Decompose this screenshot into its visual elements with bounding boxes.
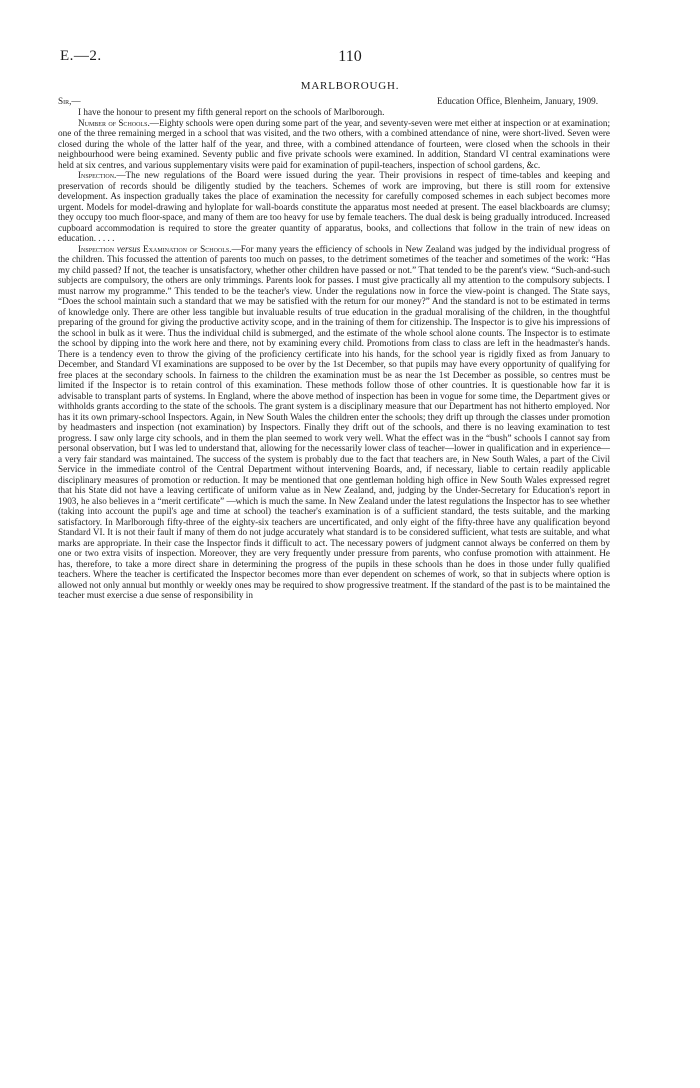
page-number: 110 xyxy=(338,48,362,65)
salutation-line xyxy=(58,96,610,107)
paragraph-text: —For many years the efficiency of schools in New Zealand was judged by the individual progress of the children. This focussed the attention of parents too much on passes, to the detriment sometimes of the teacher and sometimes of the work: “Has my child passed? If not, the teacher is unsatisfactory, whether other children have passed or not.” That tended to be the parent's view. “Such-and-such subjects are compulsory, the others are only trimmings. Parents look for passes. I must give practically all my attention to the compulsory subjects. I must narrow my programme.” This tended to be the teacher's view. Under the regulations now in force the view-point is changed. The State says, “Does the school maintain such a standard that we may be satisfied with the return for our money?” And the standard is not to be estimated in terms of knowledge only. There are other less tangible but invaluable results of true education in the gradual moralising of the children, in the thoughtful preparing of the ground for giving the productive activity scope, and in the training of them for citizenship. The Inspector is to give his impressions of the school in bulk as it were. Thus the individual child is submerged, and the estimate of the whole school alone counts. The Inspector is to estimate the school by dipping into the work here and there, not by examining every child. Promotions from class to class are left in the headmaster's hands. There is a tendency even to throw the giving of the proficiency certificate into his hands, for the school year is rigidly fixed as from January to December, and Standard VI examinations are supposed to be over by the 1st December, so that pupils may have every opportunity of qualifying for free places at the secondary schools. In fairness to the children the examination must be as near the 1st December as possible, so centres must be limited if the Inspector is to retain control of this examination. These methods follow those of other countries. It is questionable how far it is advisable to transplant parts of systems. In England, where the above method of inspection has been in vogue for some time, the Department gives or withholds grants according to the state of the schools. The grant system is a disciplinary measure that our Department has not hitherto employed. Nor has it its own primary-school Inspectors. Again, in New South Wales the children enter the schools; they drift up through the classes under promotion by headmasters and inspection (not examination) by Inspectors. Finally they drift out of the schools, and there is no leaving examination to test progress. I saw only large city schools, and in them the plan seemed to work very well. What the effect was in the “bush” schools I cannot say from personal observation, but I was led to understand that, allowing for the necessarily lower class of teacher—lower in qualification and in experience—a very fair standard was maintained. The success of the system is probably due to the fact that teachers are, in New South Wales, a part of the Civil Service in the immediate control of the Central Department without intervening Boards, and, if necessary, liable to certain readily applicable disciplinary measures of promotion or reduction. It may be mentioned that one gentleman holding high office in New South Wales expressed regret that his State did not have a leaving certificate of uniform value as in New Zealand, and, judging by the Under-Secretary for Education's report in 1903, he also believes in a “merit certificate” —which is much the same. In New Zealand under the latest regulations the Inspector has to see whether (taking into account the pupil's age and time at school) the teacher's examination is of a sufficient standard, the tests suitable, and the marking satisfactory. In Marlborough fifty-three of the eighty-six teachers are uncertificated, and only eight of the fifty-three have any qualification beyond Standard VI. It is not their fault if many of them do not judge accurately what standard is to be considered sufficient, what tests are suitable, and what marks are appropriate. In their case the Inspector finds it difficult to act. The necessary powers of judgment cannot always be conferred on them by one or two extra visits of inspection. Moreover, they are very frequently under pressure from parents, who confuse promotion with attainment. He has, therefore, to take a more direct share in determining the progress of the pupils in these schools than he does in those under fully qualified teachers. Where the teacher is certificated the Inspector becomes more than ever dependent on schemes of work, so that in subjects where option is allowed not only annual but monthly or weekly ones may be required to show progressive treatment. If the standard of the past is to be maintained the teacher must exercise a due sense of responsibility in xyxy=(58,243,611,600)
salutation: Sir,— xyxy=(58,96,81,106)
paragraph-text: —Eighty schools were open during some part of the year, and seventy-seven were met either at inspection or at examination; one of the three remaining merged in a school that was visited, and the two others, with a combined attendance of nine, were short-lived. Seven were closed during the whole of the latter half of the year, and three, with a combined attendance of fourteen, were closed when the schools in their neighbourhood were being examined. Seventy public and five private schools were examined. In addition, Standard VI central examinations were held at six centres, and various supplementary visits were paid for examination of pupil-teachers, inspection of school gardens, &c. xyxy=(58,117,610,170)
paragraph-number-of-schools xyxy=(58,118,610,171)
paragraph-heading: Inspection. xyxy=(78,170,117,180)
report-body xyxy=(58,96,610,601)
report-reference: E.—2. xyxy=(60,48,102,64)
paragraph-heading-versus: versus xyxy=(116,243,141,254)
intro-paragraph: I have the honour to present my fifth general report on the schools of Marlborough. xyxy=(78,107,385,117)
section-title: MARLBOROUGH. xyxy=(300,80,400,92)
paragraph-inspection-versus-examination xyxy=(58,244,610,601)
paragraph-inspection xyxy=(58,170,610,244)
paragraph-heading: Number of Schools. xyxy=(78,117,150,128)
dateline: Education Office, Blenheim, January, 1909. xyxy=(437,96,598,106)
paragraph-heading: Examination of Schools. xyxy=(143,243,232,254)
paragraph-heading: Inspection xyxy=(78,243,115,254)
page-header xyxy=(0,48,700,72)
paragraph-text: —The new regulations of the Board were issued during the year. Their provisions in respect of time-tables and keeping and preservation of records should be diligently studied by the teachers. Schemes of work are improving, but there is still room for extensive development. As inspection gradually takes the place of examination the necessity for carefully composed schemes in each subject becomes more urgent. Models for model-drawing and hyloplate for wall-boards constitute the apparatus most needed at present. The easel blackboards are clumsy; they occupy too much floor-space, and many of them are too heavy for use by female teachers. The dual desk is being gradually introduced. Increased cupboard accommodation is required to store the greater quantity of apparatus, books, and collections that follow in the train of new ideas on education. . . . . xyxy=(58,170,610,243)
